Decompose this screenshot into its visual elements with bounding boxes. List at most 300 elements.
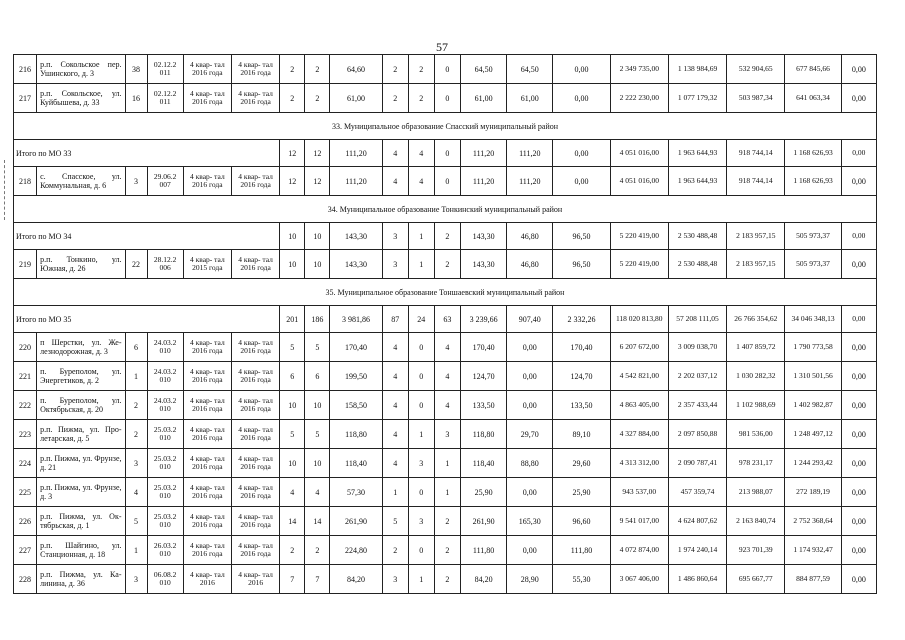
cell-fund-cost: 2 097 850,88: [668, 420, 726, 449]
cell-row-number: 226: [14, 507, 37, 536]
cell-period-end: 4 квар- тал 2016 года: [231, 536, 279, 565]
cell-house-number: 22: [125, 250, 147, 279]
cell-flats-municipal: 3: [434, 420, 460, 449]
cell-row-number: 225: [14, 478, 37, 507]
cell-row-number: 218: [14, 167, 37, 196]
cell-total-cost: 6 207 672,00: [610, 333, 668, 362]
cell-total-cost: 2 222 230,00: [610, 84, 668, 113]
total-people: 10: [280, 223, 305, 250]
cell-area-total: 170,40: [460, 333, 506, 362]
total-area: 3 981,86: [330, 306, 382, 333]
total-flats-private: 24: [408, 306, 434, 333]
cell-people-resettled: 2: [305, 536, 330, 565]
section-title: 35. Муниципальное образование Тоншаевский муниципальный район: [14, 279, 877, 306]
total-people-resettled: 10: [305, 223, 330, 250]
cell-period-start: 4 квар- тал 2016 года: [183, 507, 231, 536]
cell-local-cost: 641 063,34: [785, 84, 841, 113]
total-people: 201: [280, 306, 305, 333]
cell-flats-municipal: 0: [434, 84, 460, 113]
cell-address: р.п. Пижма, ул. Фрунзе, д. 21: [37, 449, 125, 478]
cell-people: 10: [280, 391, 305, 420]
cell-area: 143,30: [330, 250, 382, 279]
total-flats-total: 4: [382, 140, 408, 167]
cell-fund-cost: 2 530 488,48: [668, 250, 726, 279]
cell-flats-total: 2: [382, 84, 408, 113]
cell-area-private: 61,00: [507, 84, 553, 113]
total-label: Итого по МО 35: [14, 306, 280, 333]
cell-flats-municipal: 4: [434, 362, 460, 391]
total-local-cost: 505 973,37: [785, 223, 841, 250]
total-total-cost: 118 020 813,80: [610, 306, 668, 333]
cell-period-end: 4 квар- тал 2016 года: [231, 362, 279, 391]
cell-area: 64,60: [330, 55, 382, 84]
table-row: [14, 362, 877, 391]
cell-period-end: 4 квар- тал 2016 года: [231, 250, 279, 279]
cell-row-number: 227: [14, 536, 37, 565]
cell-fund-cost: 1 974 240,14: [668, 536, 726, 565]
cell-area: 199,50: [330, 362, 382, 391]
cell-address: р.п. Пижма, ул. Ка- линина, д. 36: [37, 565, 125, 594]
cell-area-private: 28,90: [507, 565, 553, 594]
table-row: [14, 84, 877, 113]
cell-date: 26.03.2 010: [147, 536, 183, 565]
cell-period-start: 4 квар- тал 2016 года: [183, 420, 231, 449]
cell-address: р.п. Сокольское пер. Ушинского, д. 3: [37, 55, 125, 84]
cell-house-number: 38: [125, 55, 147, 84]
cell-people: 7: [280, 565, 305, 594]
total-area: 111,20: [330, 140, 382, 167]
total-total-cost: 5 220 419,00: [610, 223, 668, 250]
cell-house-number: 2: [125, 420, 147, 449]
cell-area-municipal: 0,00: [553, 84, 610, 113]
page-number: 57: [436, 40, 448, 54]
cell-region-cost: 918 744,14: [727, 167, 785, 196]
cell-area-private: 0,00: [507, 333, 553, 362]
cell-total-cost: 4 072 874,00: [610, 536, 668, 565]
total-total-cost: 4 051 016,00: [610, 140, 668, 167]
cell-area-total: 111,80: [460, 536, 506, 565]
cell-area: 111,20: [330, 167, 382, 196]
cell-local-cost: 677 845,66: [785, 55, 841, 84]
cell-fund-cost: 4 624 807,62: [668, 507, 726, 536]
cell-flats-private: 1: [408, 250, 434, 279]
cell-area-total: 111,20: [460, 167, 506, 196]
cell-local-cost: 884 877,59: [785, 565, 841, 594]
cell-row-number: 224: [14, 449, 37, 478]
cell-area-total: 61,00: [460, 84, 506, 113]
cell-address: с. Спасское, ул. Коммунальная, д. 6: [37, 167, 125, 196]
cell-period-end: 4 квар- тал 2016 года: [231, 55, 279, 84]
cell-people-resettled: 5: [305, 333, 330, 362]
cell-period-start: 4 квар- тал 2015 года: [183, 250, 231, 279]
cell-region-cost: 532 904,65: [727, 55, 785, 84]
cell-flats-municipal: 1: [434, 449, 460, 478]
cell-local-cost: 1 174 932,47: [785, 536, 841, 565]
cell-period-start: 4 квар- тал 2016 года: [183, 478, 231, 507]
total-area-private: 907,40: [507, 306, 553, 333]
cell-flats-total: 2: [382, 536, 408, 565]
cell-local-cost: 2 752 368,64: [785, 507, 841, 536]
cell-area-private: 88,80: [507, 449, 553, 478]
cell-area: 84,20: [330, 565, 382, 594]
cell-area-municipal: 96,60: [553, 507, 610, 536]
cell-area-private: 0,00: [507, 362, 553, 391]
cell-flats-municipal: 0: [434, 55, 460, 84]
cell-region-cost: 981 536,00: [727, 420, 785, 449]
cell-address: п Шерстки, ул. Же- лезнодорожная, д. 3: [37, 333, 125, 362]
cell-local-cost: 1 248 497,12: [785, 420, 841, 449]
cell-period-start: 4 квар- тал 2016 года: [183, 55, 231, 84]
cell-date: 25.03.2 010: [147, 449, 183, 478]
cell-date: 02.12.2 011: [147, 84, 183, 113]
cell-flats-municipal: 4: [434, 333, 460, 362]
cell-people-resettled: 10: [305, 250, 330, 279]
cell-period-end: 4 квар- тал 2016: [231, 565, 279, 594]
cell-flats-private: 0: [408, 478, 434, 507]
cell-area-total: 261,90: [460, 507, 506, 536]
cell-region-cost: 2 163 840,74: [727, 507, 785, 536]
cell-address: п. Буреполом, ул. Октябрьская, д. 20: [37, 391, 125, 420]
total-fund-cost: 57 208 111,05: [668, 306, 726, 333]
cell-area-private: 46,80: [507, 250, 553, 279]
cell-row-number: 228: [14, 565, 37, 594]
total-flats-municipal: 2: [434, 223, 460, 250]
cell-row-number: 217: [14, 84, 37, 113]
cell-house-number: 6: [125, 333, 147, 362]
cell-extra-cost: 0,00: [841, 565, 876, 594]
table-row: [14, 167, 877, 196]
cell-area-private: 165,30: [507, 507, 553, 536]
cell-period-end: 4 квар- тал 2016 года: [231, 333, 279, 362]
total-area-municipal: 0,00: [553, 140, 610, 167]
table-body: [14, 55, 877, 594]
cell-flats-private: 4: [408, 167, 434, 196]
cell-address: р.п. Пижма, ул. Фрунзе, д. 3: [37, 478, 125, 507]
cell-flats-total: 1: [382, 478, 408, 507]
cell-area-total: 25,90: [460, 478, 506, 507]
cell-region-cost: 978 231,17: [727, 449, 785, 478]
cell-people-resettled: 7: [305, 565, 330, 594]
cell-people: 12: [280, 167, 305, 196]
cell-fund-cost: 2 202 037,12: [668, 362, 726, 391]
cell-address: р.п. Шайгино, ул. Станционная, д. 18: [37, 536, 125, 565]
cell-date: 29.06.2 007: [147, 167, 183, 196]
total-label: Итого по МО 34: [14, 223, 280, 250]
cell-people: 4: [280, 478, 305, 507]
cell-people: 10: [280, 250, 305, 279]
cell-extra-cost: 0,00: [841, 391, 876, 420]
cell-people: 10: [280, 449, 305, 478]
cell-house-number: 16: [125, 84, 147, 113]
cell-flats-private: 0: [408, 333, 434, 362]
cell-flats-private: 1: [408, 420, 434, 449]
cell-area-municipal: 96,50: [553, 250, 610, 279]
cell-period-start: 4 квар- тал 2016 года: [183, 391, 231, 420]
cell-extra-cost: 0,00: [841, 449, 876, 478]
cell-row-number: 220: [14, 333, 37, 362]
cell-area-total: 143,30: [460, 250, 506, 279]
cell-area-municipal: 111,80: [553, 536, 610, 565]
cell-fund-cost: 457 359,74: [668, 478, 726, 507]
cell-house-number: 1: [125, 536, 147, 565]
total-flats-private: 4: [408, 140, 434, 167]
cell-people-resettled: 10: [305, 449, 330, 478]
cell-flats-total: 4: [382, 420, 408, 449]
total-flats-total: 3: [382, 223, 408, 250]
cell-fund-cost: 2 090 787,41: [668, 449, 726, 478]
total-area-private: 111,20: [507, 140, 553, 167]
table-row: [14, 55, 877, 84]
cell-flats-private: 0: [408, 536, 434, 565]
cell-local-cost: 1 244 293,42: [785, 449, 841, 478]
total-area-private: 46,80: [507, 223, 553, 250]
total-region-cost: 2 183 957,15: [727, 223, 785, 250]
table-row: [14, 250, 877, 279]
cell-people-resettled: 5: [305, 420, 330, 449]
section-title: 34. Муниципальное образование Тонкинский муниципальный район: [14, 196, 877, 223]
total-fund-cost: 1 963 644,93: [668, 140, 726, 167]
cell-address: р.п. Пижма, ул. Ок- тябрьская, д. 1: [37, 507, 125, 536]
section-header-row: [14, 196, 877, 223]
cell-area: 158,50: [330, 391, 382, 420]
cell-extra-cost: 0,00: [841, 536, 876, 565]
cell-extra-cost: 0,00: [841, 333, 876, 362]
cell-total-cost: 2 349 735,00: [610, 55, 668, 84]
total-area-total: 143,30: [460, 223, 506, 250]
cell-area-municipal: 170,40: [553, 333, 610, 362]
table-row: [14, 478, 877, 507]
cell-total-cost: 4 327 884,00: [610, 420, 668, 449]
cell-region-cost: 1 102 988,69: [727, 391, 785, 420]
cell-address: р.п. Сокольское, ул. Куйбышева, д. 33: [37, 84, 125, 113]
total-people: 12: [280, 140, 305, 167]
table-row: [14, 391, 877, 420]
cell-flats-total: 5: [382, 507, 408, 536]
cell-total-cost: 943 537,00: [610, 478, 668, 507]
cell-fund-cost: 3 009 038,70: [668, 333, 726, 362]
total-row: [14, 140, 877, 167]
total-area: 143,30: [330, 223, 382, 250]
total-area-total: 111,20: [460, 140, 506, 167]
cell-date: 24.03.2 010: [147, 333, 183, 362]
total-label: Итого по МО 33: [14, 140, 280, 167]
cell-area: 224,80: [330, 536, 382, 565]
cell-area-total: 133,50: [460, 391, 506, 420]
cell-flats-municipal: 2: [434, 507, 460, 536]
cell-flats-total: 3: [382, 250, 408, 279]
cell-extra-cost: 0,00: [841, 478, 876, 507]
total-area-total: 3 239,66: [460, 306, 506, 333]
total-flats-private: 1: [408, 223, 434, 250]
total-area-municipal: 2 332,26: [553, 306, 610, 333]
cell-extra-cost: 0,00: [841, 250, 876, 279]
table-row: [14, 420, 877, 449]
cell-total-cost: 3 067 406,00: [610, 565, 668, 594]
total-region-cost: 26 766 354,62: [727, 306, 785, 333]
total-flats-municipal: 63: [434, 306, 460, 333]
cell-period-end: 4 квар- тал 2016 года: [231, 507, 279, 536]
cell-area-total: 64,50: [460, 55, 506, 84]
cell-flats-municipal: 2: [434, 250, 460, 279]
cell-house-number: 2: [125, 391, 147, 420]
cell-extra-cost: 0,00: [841, 55, 876, 84]
cell-people: 5: [280, 420, 305, 449]
cell-house-number: 5: [125, 507, 147, 536]
total-flats-total: 87: [382, 306, 408, 333]
table-row: [14, 565, 877, 594]
cell-area: 61,00: [330, 84, 382, 113]
cell-people: 2: [280, 84, 305, 113]
cell-region-cost: 1 030 282,32: [727, 362, 785, 391]
cell-flats-municipal: 2: [434, 565, 460, 594]
cell-date: 24.03.2 010: [147, 391, 183, 420]
resettlement-table: [13, 54, 877, 594]
cell-extra-cost: 0,00: [841, 362, 876, 391]
total-row: [14, 306, 877, 333]
cell-people-resettled: 2: [305, 55, 330, 84]
cell-period-end: 4 квар- тал 2016 года: [231, 449, 279, 478]
cell-local-cost: 1 402 982,87: [785, 391, 841, 420]
cell-flats-municipal: 0: [434, 167, 460, 196]
total-region-cost: 918 744,14: [727, 140, 785, 167]
cell-fund-cost: 2 357 433,44: [668, 391, 726, 420]
cell-date: 24.03.2 010: [147, 362, 183, 391]
cell-area-total: 124,70: [460, 362, 506, 391]
total-extra-cost: 0,00: [841, 306, 876, 333]
cell-area-private: 29,70: [507, 420, 553, 449]
cell-address: р.п. Тонкино, ул. Южная, д. 26: [37, 250, 125, 279]
cell-area-municipal: 133,50: [553, 391, 610, 420]
cell-total-cost: 9 541 017,00: [610, 507, 668, 536]
cell-period-end: 4 квар- тал 2016 года: [231, 84, 279, 113]
cell-area-private: 64,50: [507, 55, 553, 84]
cell-flats-private: 0: [408, 391, 434, 420]
cell-date: 25.03.2 010: [147, 478, 183, 507]
cell-area-private: 0,00: [507, 478, 553, 507]
cell-flats-private: 2: [408, 55, 434, 84]
cell-flats-total: 4: [382, 449, 408, 478]
cell-fund-cost: 1 486 860,64: [668, 565, 726, 594]
cell-period-end: 4 квар- тал 2016 года: [231, 420, 279, 449]
cell-extra-cost: 0,00: [841, 167, 876, 196]
cell-date: 02.12.2 011: [147, 55, 183, 84]
cell-row-number: 223: [14, 420, 37, 449]
cell-people: 5: [280, 333, 305, 362]
cell-flats-private: 0: [408, 362, 434, 391]
cell-flats-private: 3: [408, 507, 434, 536]
cell-area-total: 84,20: [460, 565, 506, 594]
cell-people-resettled: 4: [305, 478, 330, 507]
cell-period-start: 4 квар- тал 2016 года: [183, 536, 231, 565]
cell-period-end: 4 квар- тал 2016 года: [231, 167, 279, 196]
cell-local-cost: 1 310 501,56: [785, 362, 841, 391]
total-local-cost: 1 168 626,93: [785, 140, 841, 167]
cell-fund-cost: 1 963 644,93: [668, 167, 726, 196]
table-row: [14, 449, 877, 478]
cell-house-number: 3: [125, 449, 147, 478]
cell-flats-total: 4: [382, 391, 408, 420]
cell-area-total: 118,80: [460, 420, 506, 449]
cell-flats-municipal: 2: [434, 536, 460, 565]
cell-area-municipal: 29,60: [553, 449, 610, 478]
cell-flats-municipal: 1: [434, 478, 460, 507]
cell-period-end: 4 квар- тал 2016 года: [231, 478, 279, 507]
table-row: [14, 333, 877, 362]
cell-area-private: 0,00: [507, 391, 553, 420]
total-extra-cost: 0,00: [841, 140, 876, 167]
cell-area-private: 111,20: [507, 167, 553, 196]
cell-area-total: 118,40: [460, 449, 506, 478]
cell-period-end: 4 квар- тал 2016 года: [231, 391, 279, 420]
cell-region-cost: 2 183 957,15: [727, 250, 785, 279]
cell-row-number: 216: [14, 55, 37, 84]
cell-row-number: 219: [14, 250, 37, 279]
cell-address: п. Буреполом, ул. Энергетиков, д. 2: [37, 362, 125, 391]
cell-local-cost: 505 973,37: [785, 250, 841, 279]
cell-total-cost: 4 863 405,00: [610, 391, 668, 420]
cell-area-private: 0,00: [507, 536, 553, 565]
cell-house-number: 1: [125, 362, 147, 391]
cell-period-start: 4 квар- тал 2016 года: [183, 362, 231, 391]
cell-period-start: 4 квар- тал 2016 года: [183, 333, 231, 362]
cell-fund-cost: 1 138 984,69: [668, 55, 726, 84]
cell-area-municipal: 0,00: [553, 55, 610, 84]
total-flats-municipal: 0: [434, 140, 460, 167]
cell-date: 25.03.2 010: [147, 507, 183, 536]
cell-date: 28.12.2 006: [147, 250, 183, 279]
cell-date: 06.08.2 010: [147, 565, 183, 594]
cell-area: 261,90: [330, 507, 382, 536]
cell-flats-municipal: 4: [434, 391, 460, 420]
cell-region-cost: 1 407 859,72: [727, 333, 785, 362]
cell-extra-cost: 0,00: [841, 420, 876, 449]
cell-flats-private: 2: [408, 84, 434, 113]
cell-flats-total: 4: [382, 362, 408, 391]
cell-people-resettled: 12: [305, 167, 330, 196]
cell-house-number: 3: [125, 167, 147, 196]
cell-people-resettled: 14: [305, 507, 330, 536]
cell-row-number: 222: [14, 391, 37, 420]
total-area-municipal: 96,50: [553, 223, 610, 250]
cell-period-start: 4 квар- тал 2016 года: [183, 84, 231, 113]
cell-area-municipal: 89,10: [553, 420, 610, 449]
cell-address: р.п. Пижма, ул. Про- летарская, д. 5: [37, 420, 125, 449]
cell-people-resettled: 6: [305, 362, 330, 391]
table-row: [14, 507, 877, 536]
cell-people: 2: [280, 536, 305, 565]
cell-flats-total: 3: [382, 565, 408, 594]
cell-extra-cost: 0,00: [841, 84, 876, 113]
margin-dashed-rule: [4, 160, 5, 220]
section-title: 33. Муниципальное образование Спасский муниципальный район: [14, 113, 877, 140]
cell-flats-private: 1: [408, 565, 434, 594]
total-local-cost: 34 046 348,13: [785, 306, 841, 333]
cell-local-cost: 1 168 626,93: [785, 167, 841, 196]
cell-total-cost: 4 542 821,00: [610, 362, 668, 391]
cell-date: 25.03.2 010: [147, 420, 183, 449]
cell-period-start: 4 квар- тал 2016 года: [183, 167, 231, 196]
cell-people-resettled: 2: [305, 84, 330, 113]
total-people-resettled: 186: [305, 306, 330, 333]
cell-flats-total: 2: [382, 55, 408, 84]
cell-area-municipal: 55,30: [553, 565, 610, 594]
table-row: [14, 536, 877, 565]
cell-area: 170,40: [330, 333, 382, 362]
cell-area: 118,40: [330, 449, 382, 478]
cell-area-municipal: 124,70: [553, 362, 610, 391]
cell-area-municipal: 25,90: [553, 478, 610, 507]
cell-flats-total: 4: [382, 167, 408, 196]
